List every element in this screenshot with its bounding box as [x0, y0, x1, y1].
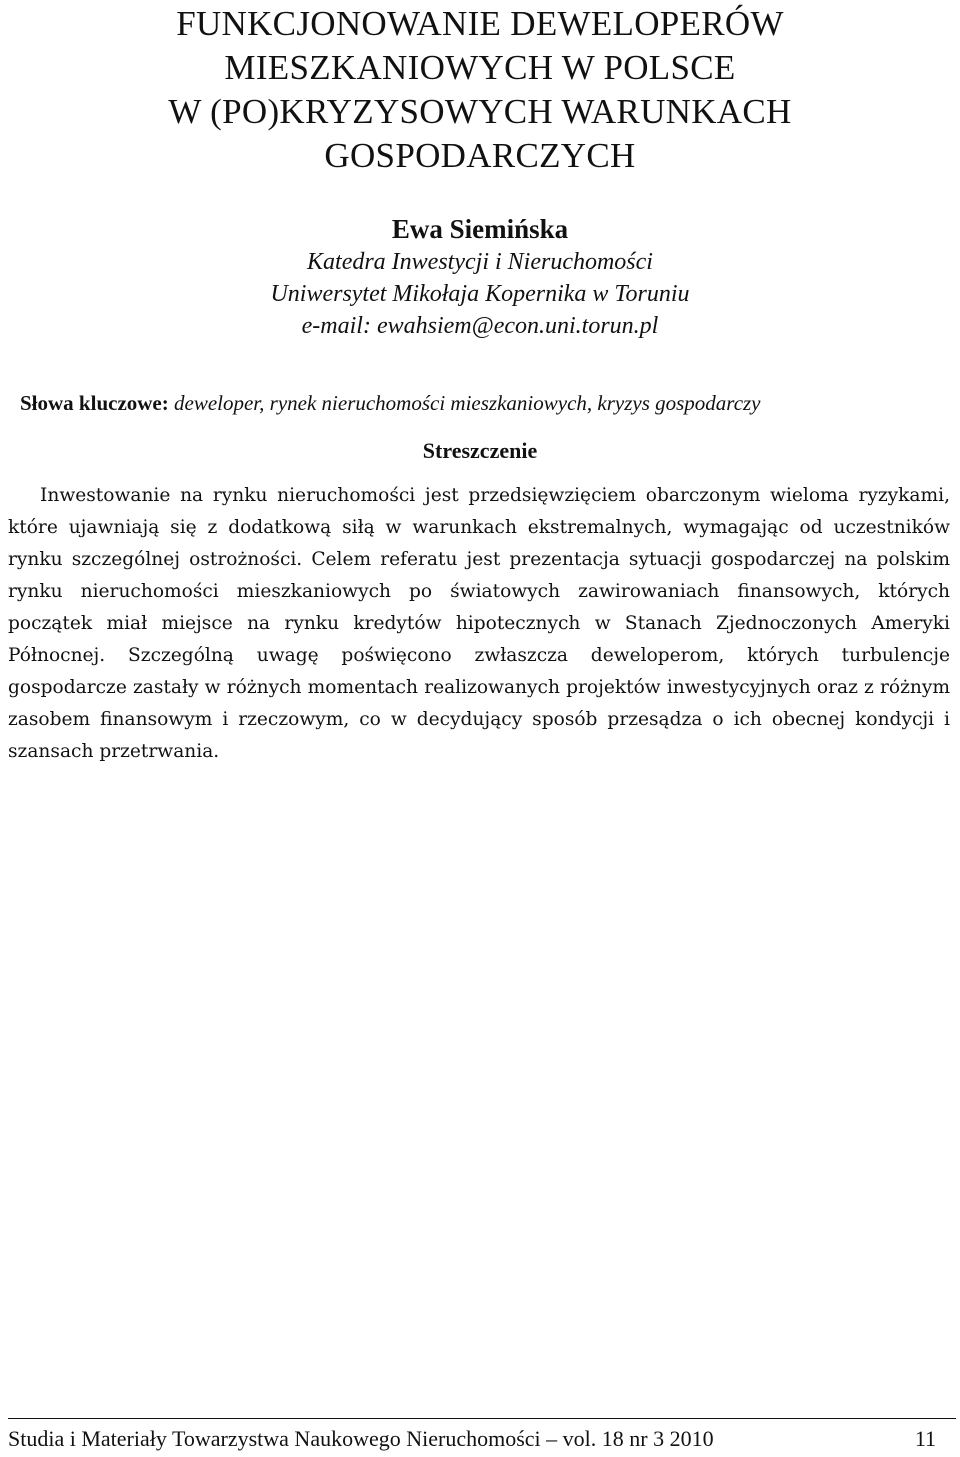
paper-title — [0, 2, 960, 178]
author-block — [0, 212, 960, 342]
title-line: W (PO)KRYZYSOWYCH WARUNKACH — [168, 92, 792, 131]
author-university: Uniwersytet Mikołaja Kopernika w Toruniu — [270, 281, 690, 307]
author-name: Ewa Siemińska — [391, 214, 569, 244]
author-department: Katedra Inwestycji i Nieruchomości — [307, 249, 653, 275]
title-line: GOSPODARCZYCH — [324, 136, 636, 175]
keywords-label: Słowa kluczowe: — [20, 391, 169, 415]
title-line: FUNKCJONOWANIE DEWELOPERÓW — [176, 4, 784, 43]
footer-divider — [8, 1418, 956, 1419]
abstract-heading: Streszczenie — [422, 438, 538, 463]
keywords-text: deweloper, rynek nieruchomości mieszkaniowych, kryzys gospodarczy — [174, 391, 761, 415]
page-number: 11 — [914, 1426, 936, 1451]
title-line: MIESZKANIOWYCH W POLSCE — [224, 48, 736, 87]
footer-journal: Studia i Materiały Towarzystwa Naukowego Nieruchomości – vol. 18 nr 3 2010 — [8, 1426, 714, 1451]
author-email: e-mail: ewahsiem@econ.uni.torun.pl — [301, 313, 659, 339]
keywords — [20, 386, 950, 420]
abstract-body: Inwestowanie na rynku nieruchomości jest przedsięwzięciem obarczonym wieloma ryzykami, które ujawniają się z dodatkową siłą w warunkach ekstremalnych, wymagając od uczestników rynku szczególnej ostrożności. Celem referatu jest prezentacja sytuacji gospodarczej na polskim rynku nieruchomości mieszkaniowych po światowych zawirowaniach finansowych, których początek miał miejsce na rynku kredytów hipotecznych w Stanach Zjednoczonych Ameryki Północnej. Szczególną uwagę poświęcono zwłaszcza deweloperom, których turbulencje gospodarcze zastały w różnych momentach realizowanych projektów inwestycyjnych oraz z różnym zasobem finansowym i rzeczowym, co w decydujący sposób przesądza o ich obecnej kondycji i szansach przetrwania. — [8, 485, 950, 762]
